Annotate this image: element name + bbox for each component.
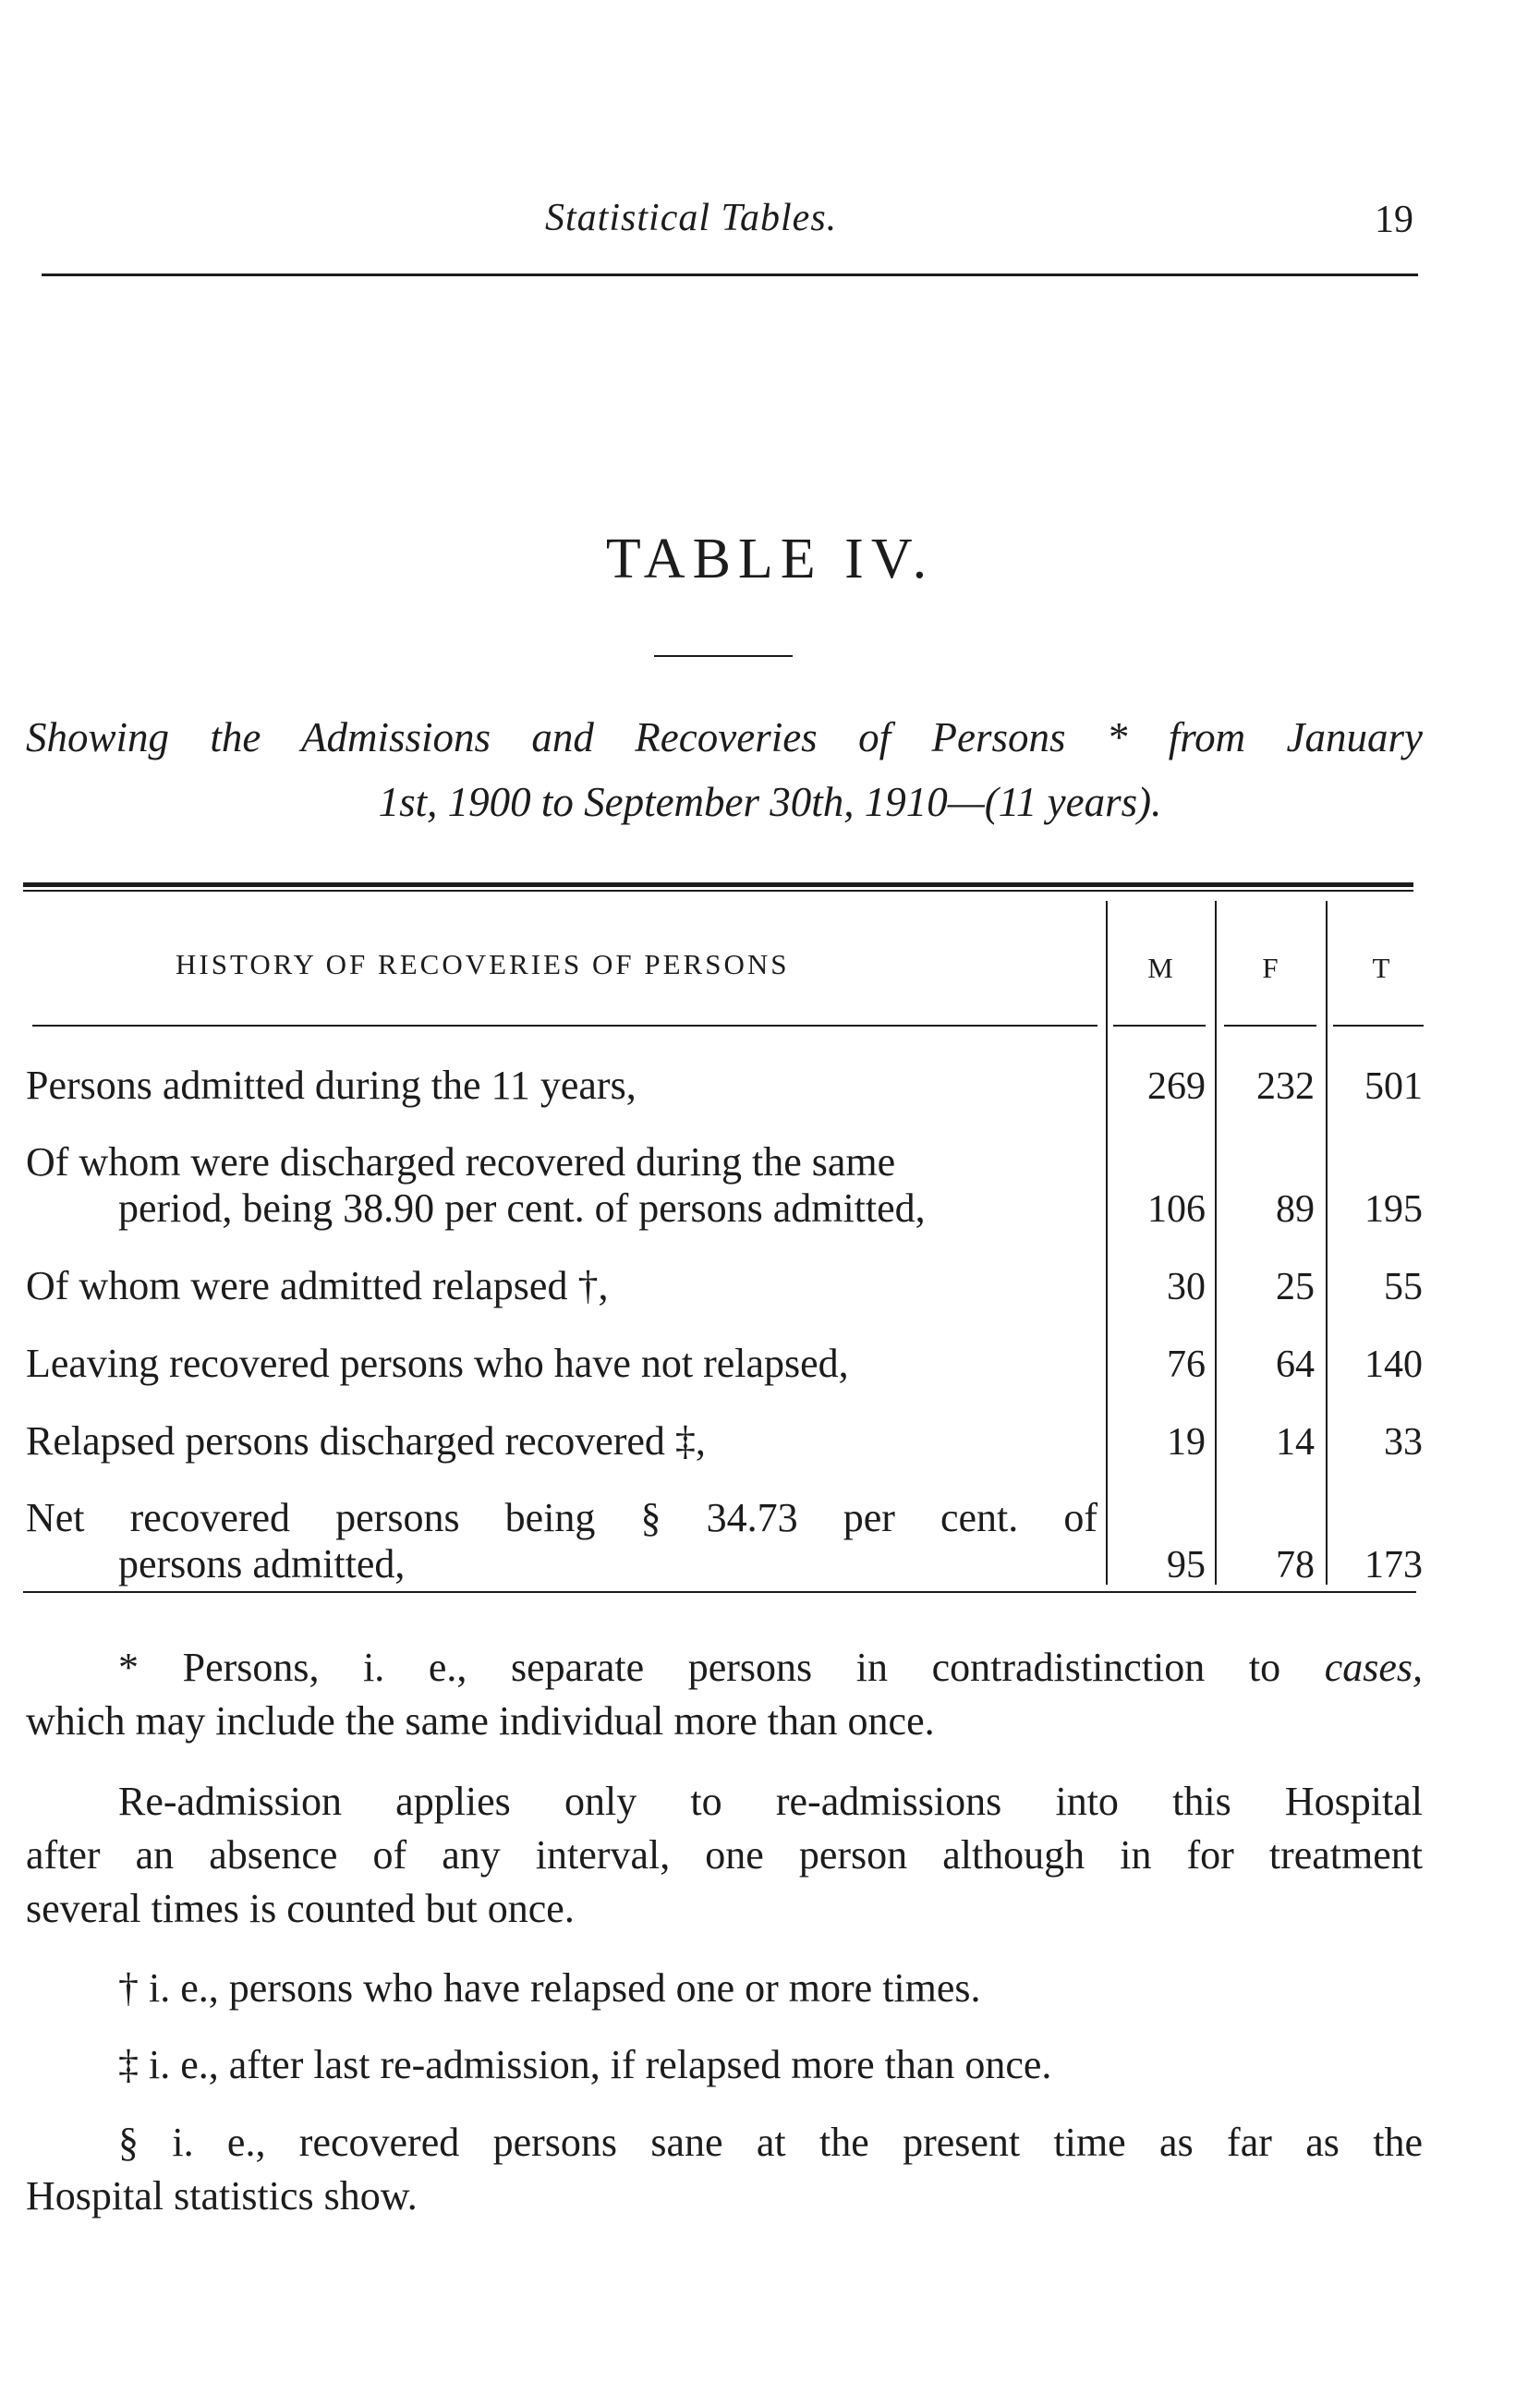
table-cell-m: 269 — [1147, 1065, 1206, 1108]
table-row-label-continuation: persons admitted, — [118, 1541, 406, 1586]
table-cell-m: 76 — [1167, 1343, 1206, 1386]
table-header-label: HISTORY OF RECOVERIES OF PERSONS — [176, 948, 790, 980]
subtitle-line-2: 1st, 1900 to September 30th, 1910—(11 years). — [378, 779, 1162, 825]
table-cell-t: 140 — [1364, 1343, 1423, 1386]
title-rule — [654, 655, 793, 657]
footnote-section — [26, 2116, 1423, 2223]
table-header-rule — [1113, 1025, 1206, 1027]
table-cell-m: 95 — [1167, 1544, 1206, 1586]
table-top-rule — [23, 882, 1413, 887]
footnote-asterisk-line-2: which may include the same individual more than once. — [26, 1698, 935, 1744]
table-cell-t: 55 — [1384, 1266, 1423, 1308]
table-row-label: Relapsed persons discharged recovered ‡, — [26, 1418, 706, 1464]
table-cell-m: 30 — [1167, 1266, 1206, 1308]
running-head: Statistical Tables. — [545, 197, 838, 239]
table-header-rule — [1333, 1025, 1424, 1027]
table-header-rule — [1224, 1025, 1316, 1027]
header-rule — [42, 274, 1418, 276]
table-row-label-continuation: period, being 38.90 per cent. of persons admitted, — [118, 1185, 926, 1231]
footnote-asterisk — [26, 1641, 1423, 1748]
table-cell-f: 89 — [1276, 1188, 1315, 1231]
footnote-asterisk-line-1: * Persons, i. e., separate persons in contradistinction to cases, — [118, 1645, 1423, 1690]
column-header-m: M — [1147, 952, 1173, 984]
footnote-readmission-line-3: several times is counted but once. — [26, 1886, 575, 1931]
table-cell-t: 501 — [1364, 1065, 1423, 1108]
footnote-double-dagger — [26, 2038, 1423, 2092]
table-top-rule-thin — [23, 890, 1413, 892]
table-bottom-rule — [23, 1591, 1416, 1593]
table-title: TABLE IV. — [605, 528, 935, 590]
column-divider — [1106, 901, 1108, 1585]
table-cell-f: 78 — [1276, 1544, 1315, 1586]
footnote-dagger — [26, 1962, 1423, 2015]
footnote-readmission-line-2: after an absence of any interval, one person although in for treatment — [26, 1832, 1423, 1878]
column-header-t: T — [1372, 952, 1390, 984]
table-cell-f: 14 — [1276, 1421, 1315, 1464]
column-header-f: F — [1262, 952, 1279, 984]
table-row-label: Of whom were discharged recovered during the same — [26, 1139, 896, 1185]
table-row-label: Of whom were admitted relapsed †, — [26, 1263, 609, 1308]
table-row-label: Net recovered persons being § 34.73 per cent. of — [26, 1495, 1097, 1540]
table-header-rule — [32, 1025, 1097, 1027]
table-row-label: Persons admitted during the 11 years, — [26, 1063, 637, 1108]
footnote-readmission — [26, 1775, 1423, 1936]
table-cell-t: 173 — [1364, 1544, 1423, 1586]
table-cell-t: 195 — [1364, 1188, 1423, 1231]
footnote-dagger-text: † i. e., persons who have relapsed one or more times. — [118, 1965, 981, 2011]
column-divider — [1326, 901, 1328, 1585]
footnote-section-line-1: § i. e., recovered persons sane at the present time as far as the — [118, 2120, 1423, 2165]
footnote-double-dagger-text: ‡ i. e., after last re-admission, if relapsed more than once. — [118, 2042, 1052, 2087]
table-cell-f: 64 — [1276, 1343, 1315, 1386]
footnote-section-line-2: Hospital statistics show. — [26, 2173, 418, 2219]
table-cell-f: 232 — [1256, 1065, 1315, 1108]
subtitle-line-1: Showing the Admissions and Recoveries of Persons * from January — [26, 714, 1423, 760]
page-number: 19 — [1375, 199, 1413, 241]
footnote-readmission-line-1: Re-admission applies only to re-admissions into this Hospital — [118, 1779, 1423, 1824]
table-cell-f: 25 — [1276, 1266, 1315, 1308]
table-cell-m: 106 — [1147, 1188, 1206, 1231]
emphasis-cases: cases, — [1324, 1645, 1423, 1690]
table-cell-m: 19 — [1167, 1421, 1206, 1464]
column-divider — [1215, 901, 1217, 1585]
table-cell-t: 33 — [1384, 1421, 1423, 1464]
table-row-label: Leaving recovered persons who have not relapsed, — [26, 1341, 849, 1386]
